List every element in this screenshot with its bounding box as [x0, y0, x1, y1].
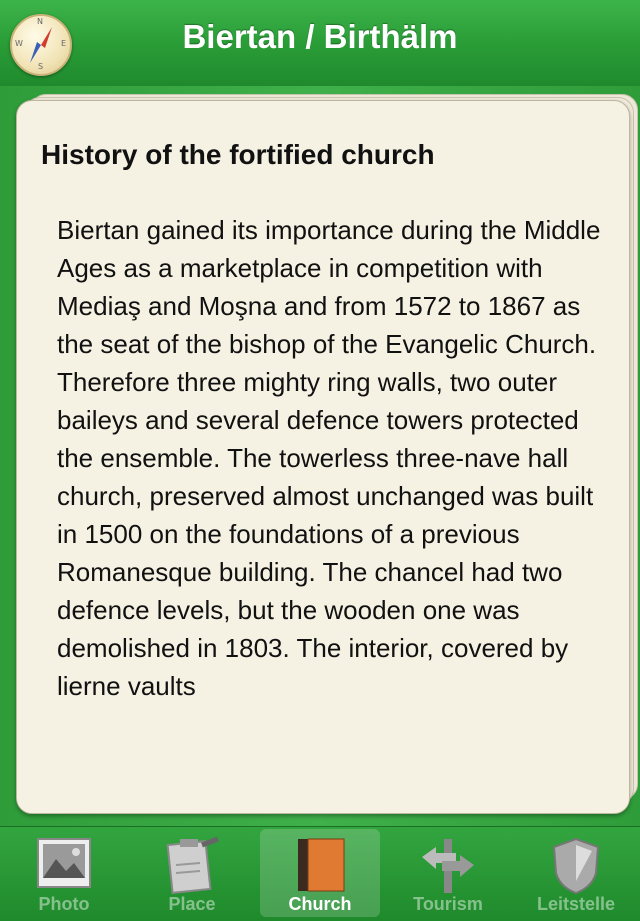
- shield-icon: [548, 835, 604, 895]
- tab-leitstelle[interactable]: [516, 829, 636, 917]
- compass-n-label: N: [37, 17, 43, 26]
- article-heading: History of the fortified church: [41, 139, 435, 170]
- tab-photo[interactable]: [4, 829, 124, 917]
- tab-label: Leitstelle: [536, 894, 616, 914]
- tab-label: Church: [288, 894, 352, 914]
- compass-w-label: W: [15, 39, 23, 48]
- tab-church[interactable]: [260, 829, 380, 917]
- tab-label: Place: [168, 894, 216, 914]
- scroll-fade: [17, 777, 629, 813]
- book-icon: [292, 835, 348, 895]
- tab-place[interactable]: [132, 829, 252, 917]
- signpost-icon: [416, 835, 480, 895]
- tab-tourism[interactable]: [388, 829, 508, 917]
- clipboard-pen-icon: [162, 835, 222, 895]
- tab-label: Tourism: [413, 894, 483, 914]
- article-card[interactable]: [16, 100, 630, 814]
- compass-e-label: E: [61, 39, 67, 48]
- photo-icon: [34, 835, 94, 891]
- page-title: Biertan / Birthälm: [182, 18, 458, 55]
- title-bar: [0, 0, 640, 87]
- compass-s-label: S: [38, 62, 44, 71]
- tab-bar: [0, 826, 640, 921]
- article-body: Biertan gained its importance during the Middle Ages as a marketplace in competition with Mediaş and Moşna and from 1572 to 1867 as the seat of the bishop of the Evangelic Church. Therefore three mighty ring walls, two outer baileys and several defence towers protected the ensemble. The towerless three-nave hall church, preserved almost unchanged was built in 1500 on the foundations of a previous Romanesque building. The chancel had two defence levels, but the wooden one was demolished in 1803. The interior, covered by lierne vaults: [57, 215, 601, 701]
- tab-label: Photo: [38, 894, 90, 914]
